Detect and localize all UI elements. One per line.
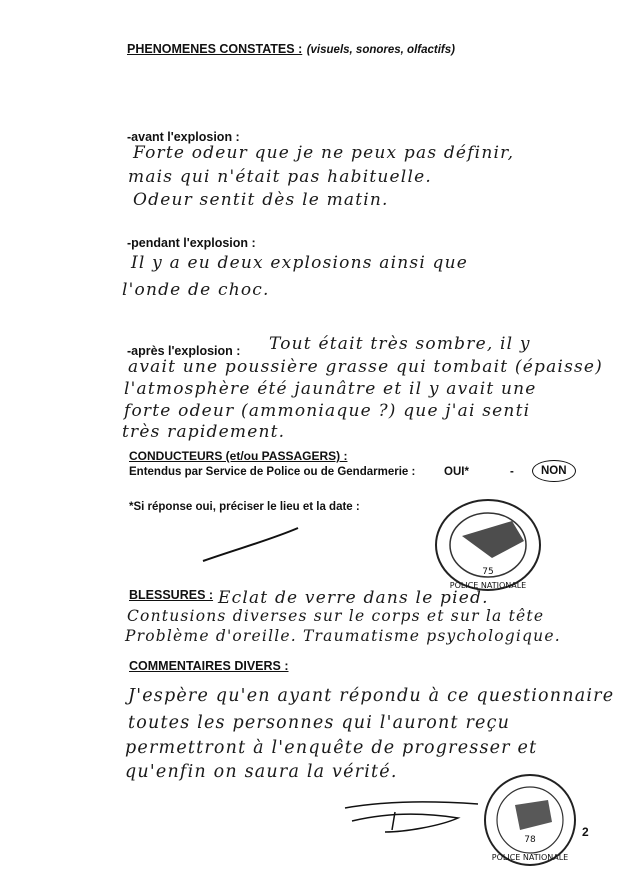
- handwritten-line: Eclat de verre dans le pied.: [218, 588, 489, 608]
- page-subtitle: (visuels, sonores, olfactifs): [306, 44, 455, 56]
- drivers-title: CONDUCTEURS (et/ou PASSAGERS) :: [129, 449, 348, 463]
- handwritten-line: permettront à l'enquête de progresser et: [125, 738, 538, 758]
- drivers-question: Entendus par Service de Police ou de Gendarmerie :: [129, 466, 416, 478]
- svg-text:75: 75: [482, 567, 494, 577]
- handwritten-line: Forte odeur que je ne peux pas définir,: [133, 143, 515, 163]
- handwritten-line: qu'enfin on saura la vérité.: [125, 762, 398, 782]
- handwritten-line: Problème d'oreille. Traumatisme psychologique.: [125, 627, 561, 645]
- signature-stroke: [345, 802, 478, 808]
- before-explosion-label: -avant l'explosion :: [127, 130, 240, 144]
- handwritten-line: mais qui n'était pas habituelle.: [128, 167, 432, 187]
- svg-text:POLICE NATIONALE: POLICE NATIONALE: [491, 853, 569, 862]
- after-explosion-label: -après l'explosion :: [127, 344, 241, 358]
- handwritten-line: Contusions diverses sur le corps et sur la tête: [127, 607, 545, 625]
- police-stamp-icon: [480, 770, 580, 870]
- strikeout-stroke: [203, 528, 298, 561]
- injuries-title: BLESSURES :: [129, 588, 214, 602]
- handwritten-line: l'atmosphère été jaunâtre et il y avait une: [124, 379, 537, 399]
- svg-text:78: 78: [524, 835, 536, 845]
- comments-title: COMMENTAIRES DIVERS :: [129, 659, 289, 673]
- handwritten-line: forte odeur (ammoniaque ?) que j'ai senti: [124, 401, 531, 421]
- signature-stroke: [352, 814, 458, 832]
- handwritten-line: Odeur sentit dès le matin.: [133, 190, 389, 210]
- page-number: 2: [582, 825, 589, 839]
- svg-text:POLICE NATIONALE: POLICE NATIONALE: [449, 581, 527, 590]
- stamp-graphic: [480, 770, 580, 870]
- drivers-footnote: *Si réponse oui, préciser le lieu et la date :: [129, 501, 360, 513]
- handwritten-line: très rapidement.: [122, 422, 286, 442]
- handwritten-line: l'onde de choc.: [122, 280, 270, 300]
- during-explosion-label: -pendant l'explosion :: [127, 236, 256, 250]
- answer-yes: OUI*: [444, 466, 469, 478]
- handwritten-line: Tout était très sombre, il y: [269, 334, 531, 354]
- answer-dash: -: [510, 466, 514, 478]
- handwritten-line: avait une poussière grasse qui tombait (épaisse): [128, 357, 604, 377]
- handwritten-line: J'espère qu'en ayant répondu à ce questionnaire: [128, 686, 615, 706]
- handwritten-line: Il y a eu deux explosions ainsi que: [131, 253, 469, 273]
- handwritten-line: toutes les personnes qui l'auront reçu: [128, 713, 511, 733]
- stamp-graphic: [432, 496, 544, 594]
- answer-no-circled: NON: [532, 460, 576, 482]
- police-stamp-icon: [432, 496, 544, 594]
- page-title: PHENOMENES CONSTATES :: [127, 42, 303, 56]
